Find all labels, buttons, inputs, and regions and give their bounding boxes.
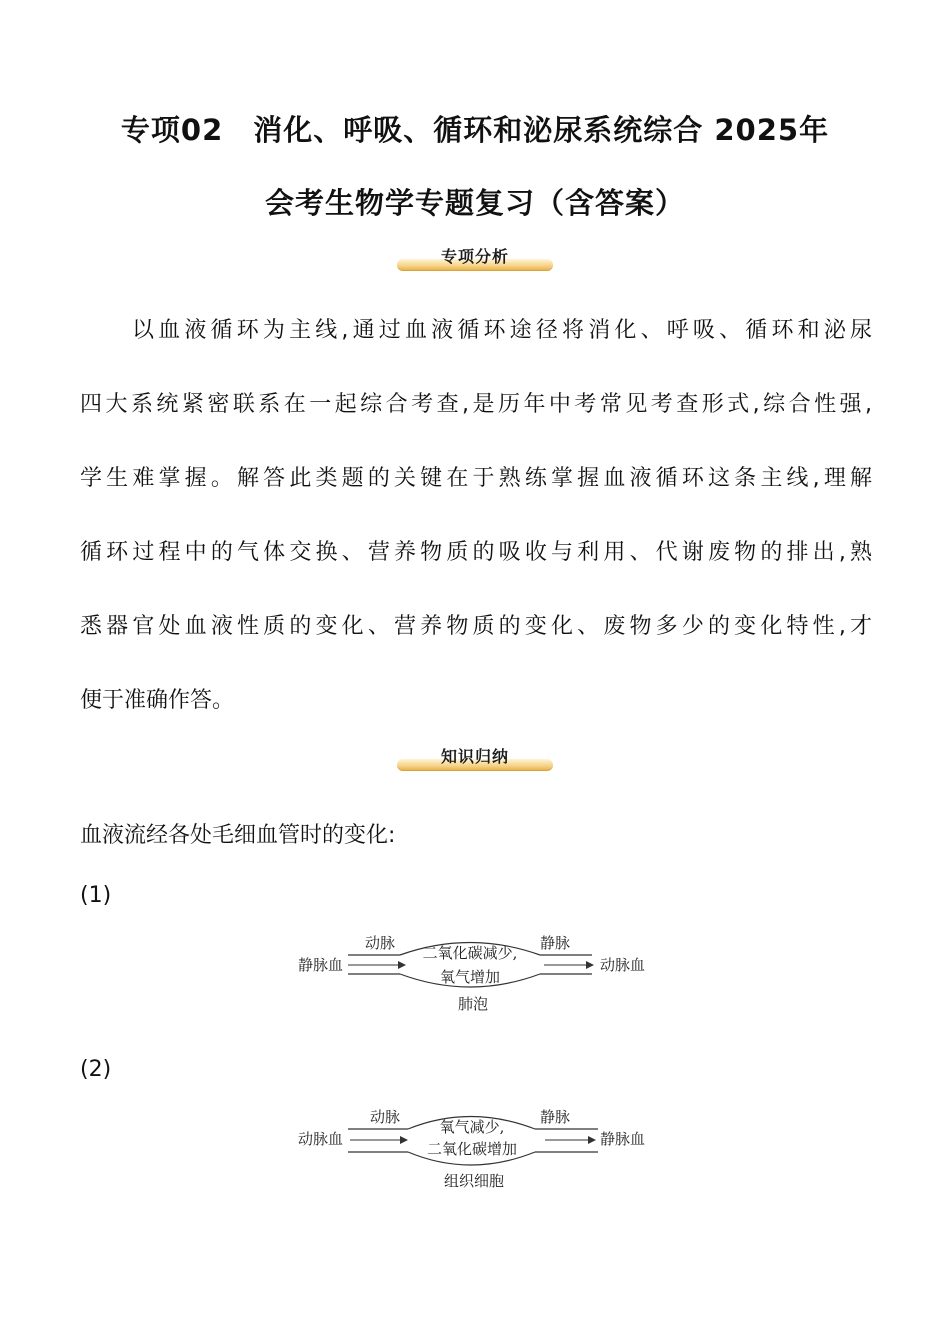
capillary-diagram-tissue: [290, 1102, 660, 1192]
diagram-bottom-label: 肺泡: [457, 995, 489, 1013]
diagram-left-label: 静脉血: [298, 956, 344, 974]
diagram-center-line-1: 二氧化碳减少,: [422, 944, 518, 962]
analysis-line-5: 悉器官处血液性质的变化、营养物质的变化、废物多少的变化特性,才: [80, 614, 872, 639]
diagram-right-label: 静脉血: [600, 1130, 646, 1148]
diagram-svg: [290, 1102, 660, 1192]
analysis-line-1: 以血液循环为主线,通过血液循环途径将消化、呼吸、循环和泌尿: [132, 318, 872, 343]
diagram-top-left-label: 动脉: [365, 934, 396, 952]
page-title-line-2: 会考生物学专题复习（含答案）: [264, 186, 685, 220]
section-tag-label: 专项分析: [440, 247, 509, 266]
diagram-right-label: 动脉血: [600, 956, 646, 974]
item-number-1: (1): [80, 883, 112, 908]
summary-intro: 血液流经各处毛细血管时的变化:: [80, 823, 396, 848]
analysis-line-4: 循环过程中的气体交换、营养物质的吸收与利用、代谢废物的排出,熟: [80, 540, 872, 565]
diagram-bottom-label: 组织细胞: [443, 1172, 505, 1190]
analysis-line-6: 便于准确作答。: [80, 688, 235, 713]
diagram-top-left-label: 动脉: [370, 1108, 401, 1126]
section-tag-summary: [397, 744, 553, 772]
page-title-line-1: 专项02 消化、呼吸、循环和泌尿系统综合 2025年: [120, 113, 830, 147]
analysis-line-3: 学生难掌握。解答此类题的关键在于熟练掌握血液循环这条主线,理解: [80, 466, 872, 491]
capillary-diagram-lung: [290, 928, 660, 1018]
diagram-top-right-label: 静脉: [540, 1108, 571, 1126]
arrowhead-right-icon: [588, 1136, 596, 1144]
section-tag-analysis: [397, 244, 553, 272]
diagram-center-line-1: 氧气减少,: [439, 1118, 505, 1136]
analysis-line-2: 四大系统紧密联系在一起综合考查,是历年中考常见考查形式,综合性强,: [80, 392, 872, 417]
arrowhead-left-icon: [398, 961, 406, 969]
diagram-center-line-2: 氧气增加: [439, 968, 501, 986]
diagram-center-line-2: 二氧化碳增加: [426, 1140, 518, 1158]
diagram-left-label: 动脉血: [298, 1130, 344, 1148]
arrowhead-left-icon: [400, 1136, 408, 1144]
diagram-top-right-label: 静脉: [540, 934, 571, 952]
diagram-svg: [290, 928, 660, 1018]
item-number-2: (2): [80, 1057, 112, 1082]
arrowhead-right-icon: [586, 961, 594, 969]
section-tag-label: 知识归纳: [440, 747, 509, 766]
